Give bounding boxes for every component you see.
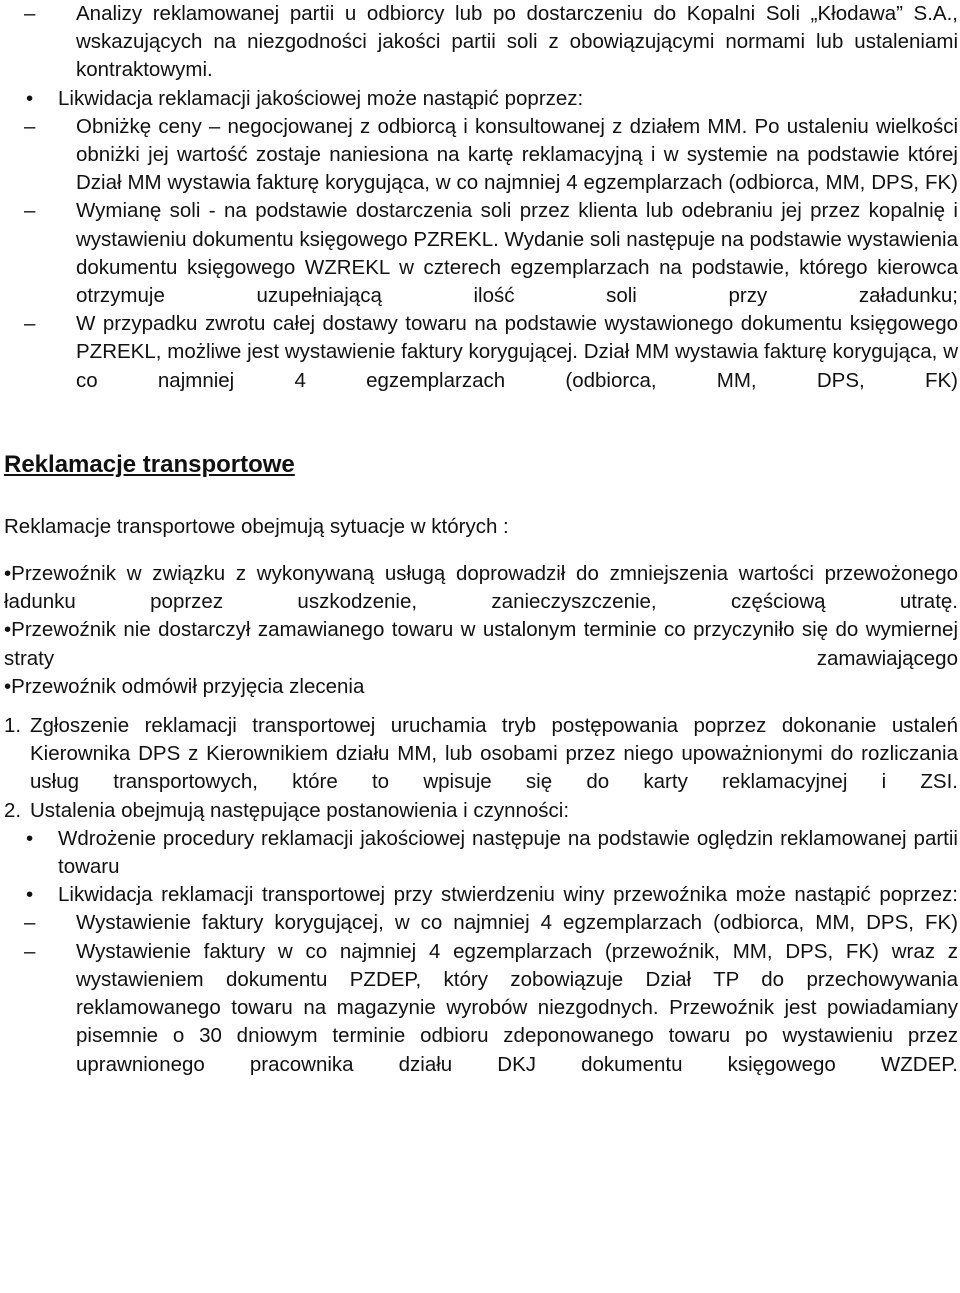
sub-item-deposit-invoice	[4, 938, 958, 1079]
list-item-text: Analizy reklamowanej partii u odbiorcy lub po dostarczeniu do Kopalni Soli „Kłodawa” S.A., wskazujących na niezgodności jakości partii soli z obowiązującymi normami lub ustaleniami kontraktowymi.	[76, 2, 958, 82]
list-item-analysis	[4, 0, 958, 85]
sub-item-full-return	[4, 310, 958, 395]
sub-item-correction-invoice	[4, 909, 958, 937]
sub-item-text: Wystawienie faktury w co najmniej 4 egzemplarzach (przewoźnik, MM, DPS, FK) wraz z wystawieniem dokumentu PZDEP, który zobowiązuje Dział TP do przechowywania reklamowanego towaru na magazynie wyrobów niezgodnych. Przewoźnik jest powiadamiany pisemnie o 30 dniowym terminie odbioru zdeponowanego towaru po wystawieniu przez uprawnionego pracownika działu DKJ dokumentu księgowego WZDEP.	[76, 939, 958, 1076]
document-page	[4, 0, 958, 1079]
section-intro: Reklamacje transportowe obejmują sytuacje w których :	[4, 514, 509, 538]
step-text: Zgłoszenie reklamacji transportowej uruchamia tryb postępowania poprzez dokonanie ustaleń Kierownika DPS z Kierownikiem działu MM, lub osobami przez niego upoważnionymi do rozliczania usług transportowych, które to wpisuje się do karty reklamacyjnej i ZSI.	[30, 714, 958, 794]
bullet-marker: •	[26, 86, 34, 110]
bullet-marker: •	[26, 883, 34, 907]
step-number: 1.	[4, 714, 22, 738]
sub-item-text: Obniżkę ceny – negocjowanej z odbiorcą i konsultowanej z działem MM. Po ustaleniu wielkości obniżki jej wartość zostaje naniesiona na kartę reklamacyjną i w systemie na podstawie której Dział MM wystawia fakturę korygująca, w co najmniej 4 egzemplarzach (odbiorca, MM, DPS, FK)	[76, 114, 958, 195]
dash-marker: –	[24, 114, 36, 138]
bullet-text: Likwidacja reklamacji jakościowej może nastąpić poprzez:	[58, 86, 584, 110]
bullet-procedure	[4, 825, 958, 881]
sub-item-text: Wystawienie faktury korygującej, w co najmniej 4 egzemplarzach (odbiorca, MM, DPS, FK)	[76, 911, 958, 935]
sub-item-salt-exchange	[4, 197, 958, 310]
dash-marker: –	[24, 312, 36, 336]
case-item: •Przewoźnik odmówił przyjęcia zlecenia	[4, 674, 365, 698]
step-number: 2.	[4, 798, 22, 822]
step-1	[4, 712, 958, 797]
bullet-quality-liquidation	[4, 85, 958, 113]
case-item: •Przewoźnik w związku z wykonywaną usługą doprowadził do zmniejszenia wartości przewożonego ładunku poprzez uszkodzenie, zanieczyszczenie, częściową utratę.	[4, 562, 958, 614]
dash-marker: –	[24, 2, 36, 25]
sub-item-price-reduction	[4, 113, 958, 198]
bullet-text: Likwidacja reklamacji transportowej przy stwierdzeniu winy przewoźnika może nastąpić poprzez:	[58, 883, 958, 907]
dash-marker: –	[24, 911, 36, 935]
bullet-marker: •	[26, 826, 34, 850]
bullet-text: Wdrożenie procedury reklamacji jakościowej następuje na podstawie oględzin reklamowanej partii towaru	[58, 826, 958, 879]
sub-item-text: W przypadku zwrotu całej dostawy towaru na podstawie wystawionego dokumentu księgowego PZREKL, możliwe jest wystawienie faktury korygującej. Dział MM wystawia fakturę korygująca, w co najmniej 4 egzemplarzach (odbiorca, MM, DPS, FK)	[76, 312, 958, 392]
sub-item-text: Wymianę soli - na podstawie dostarczenia soli przez klienta lub odebraniu jej przez kopalnię i wystawieniu dokumentu księgowego PZREKL. Wydanie soli następuje na podstawie wystawienia dokumentu księgowego WZREKL w czterech egzemplarzach na podstawie, którego kierowca otrzymuje uzupełniającą ilość soli przy załadunku;	[76, 199, 958, 308]
step-2	[4, 797, 958, 825]
step-text: Ustalenia obejmują następujące postanowienia i czynności:	[30, 798, 570, 822]
section-heading: Reklamacje transportowe	[4, 450, 295, 478]
bullet-transport-liquidation	[4, 881, 958, 909]
dash-marker: –	[24, 199, 36, 223]
dash-marker: –	[24, 939, 36, 963]
case-item: •Przewoźnik nie dostarczył zamawianego towaru w ustalonym terminie co przyczyniło się do wymiernej straty zamawiającego	[4, 618, 958, 670]
